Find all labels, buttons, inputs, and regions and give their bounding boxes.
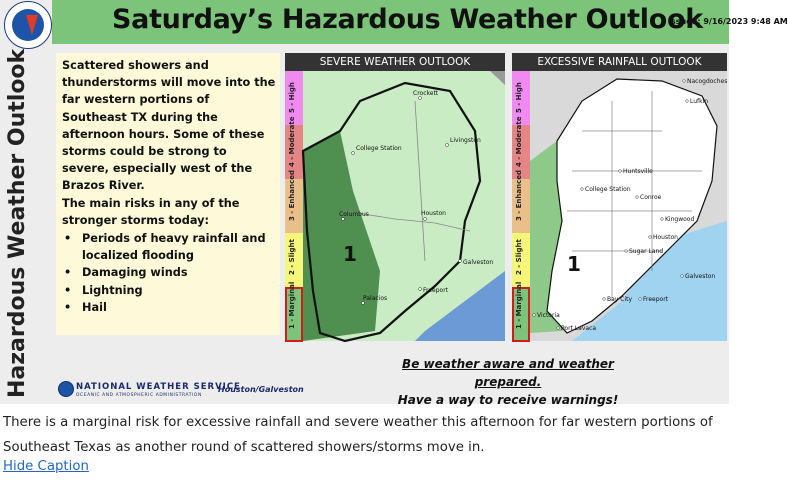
slogan: [378, 355, 638, 409]
scale-label: 3 - Enhanced: [515, 169, 523, 221]
city-label: Galveston: [463, 259, 494, 266]
risks-intro: The main risks in any of the stronger storms today:: [62, 197, 240, 228]
excessive-rainfall-map: [512, 53, 727, 341]
city-label: College Station: [585, 186, 631, 193]
side-title: Hazardous Weather Outlook: [5, 48, 30, 398]
scale-label: 5 - High: [515, 82, 523, 113]
city-label: Houston: [421, 210, 446, 217]
city-label: Livingston: [450, 137, 481, 144]
agency-name: NATIONAL WEATHER SERVICE: [76, 382, 241, 392]
scale-label: 2 - Slight: [515, 239, 523, 275]
issued-timestamp: Issued: 9/16/2023 9:48 AM: [668, 17, 788, 26]
rain-map-title: EXCESSIVE RAINFALL OUTLOOK: [512, 53, 727, 71]
city-label: Kingwood: [665, 216, 695, 223]
slogan-line-1: Be weather aware and weather prepared.: [402, 357, 614, 389]
severe-weather-map: [285, 53, 505, 341]
city-label: Bay City: [607, 296, 633, 303]
nws-logo-icon: [4, 1, 52, 49]
city-label: Lufkin: [690, 98, 709, 105]
severe-map-title: SEVERE WEATHER OUTLOOK: [285, 53, 505, 71]
image-caption: There is a marginal risk for excessive rainfall and severe weather this afternoon for far western portions of Southeast Texas as another round of scattered showers/storms move in.: [3, 415, 713, 455]
city-label: Conroe: [640, 194, 662, 201]
risk-item: • Hail: [62, 299, 276, 316]
severe-map-graphic: [285, 71, 505, 341]
logo-disc: [12, 9, 44, 41]
risks-list: [62, 230, 276, 316]
city-label: Palacios: [363, 295, 388, 302]
risk-item: • Damaging winds: [62, 264, 276, 281]
city-label: Galveston: [685, 273, 716, 280]
severe-risk-label: 1: [343, 242, 357, 266]
page-title: Saturday’s Hazardous Weather Outlook: [112, 4, 703, 35]
city-label: Port Lavaca: [561, 325, 597, 332]
city-label: Huntsville: [623, 168, 653, 175]
rain-map-graphic: [512, 71, 727, 341]
risk-item: • Lightning: [62, 282, 276, 299]
scale-label: 3 - Enhanced: [288, 169, 296, 221]
city-label: Victoria: [537, 312, 560, 319]
summary-paragraph: Scattered showers and thunderstorms will move into the far western portions of Southeast TX during the afternoon hours. Some of these storms could be strong to severe, especially west of the Brazos River.: [62, 59, 276, 193]
lightning-bolt-icon: [26, 15, 38, 35]
hide-caption-link[interactable]: Hide Caption: [3, 459, 89, 474]
noaa-logo-icon: [58, 381, 74, 397]
city-label: Crockett: [413, 90, 439, 97]
scale-label: 5 - High: [288, 82, 296, 113]
rain-risk-label: 1: [567, 252, 581, 276]
header-bar: [52, 0, 788, 44]
city-label: Freeport: [643, 296, 669, 303]
risk-item: • Periods of heavy rainfall and localized flooding: [62, 230, 276, 264]
city-label: Nacogdoches: [687, 78, 728, 85]
city-label: College Station: [356, 145, 402, 152]
city-label: Houston: [653, 234, 678, 241]
scale-label: 2 - Slight: [288, 239, 296, 275]
city-label: Columbus: [339, 211, 369, 218]
agency-subtitle: OCEANIC AND ATMOSPHERIC ADMINISTRATION: [76, 393, 202, 398]
slogan-line-2: Have a way to receive warnings!: [397, 393, 619, 407]
city-label: Sugar Land: [629, 248, 664, 255]
city-label: Freeport: [423, 287, 449, 294]
scale-label: 1 - Marginal: [288, 281, 296, 329]
office-name: Houston/Galveston: [218, 385, 304, 394]
summary-panel: [56, 53, 280, 335]
scale-label: 4 - Moderate: [288, 116, 296, 167]
scale-label: 1 - Marginal: [515, 281, 523, 329]
scale-label: 4 - Moderate: [515, 116, 523, 167]
